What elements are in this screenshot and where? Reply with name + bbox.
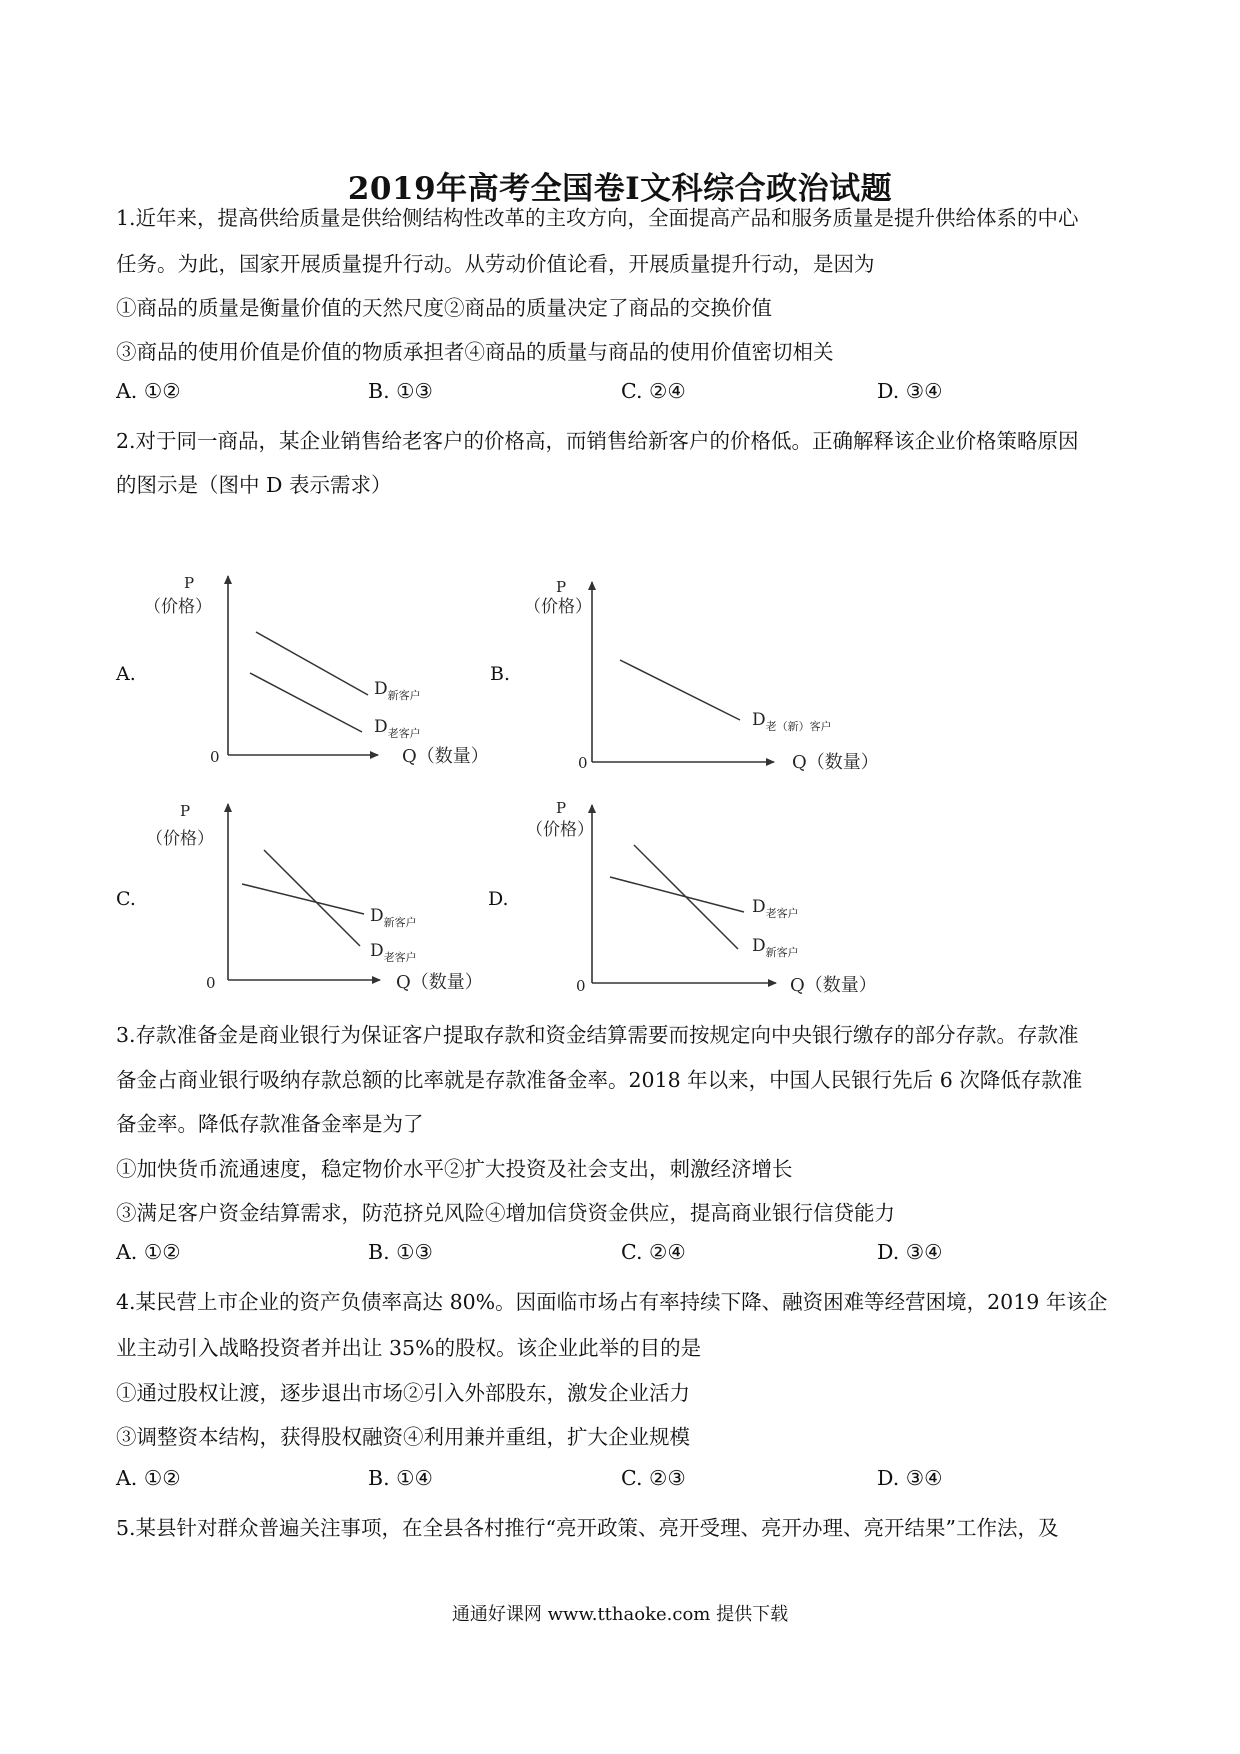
q2-stem-line1: 2.对于同一商品，某企业销售给老客户的价格高，而销售给新客户的价格低。正确解释该企业价格策略原因 <box>116 429 1079 453</box>
axis-origin: 0 <box>576 977 586 995</box>
axis-p-label: （价格） <box>526 820 594 840</box>
demand-graph-c <box>146 798 510 1008</box>
q4-option-b: B. ①④ <box>368 1466 433 1490</box>
curve-label-old-new-customer: $D_{老(新)客户}$ <box>752 710 832 733</box>
demand-graph-b <box>512 574 892 789</box>
demand-graph-d <box>516 795 896 1010</box>
q5-stem-line1: 5.某县针对群众普遍关注事项，在全县各村推行“亮开政策、亮开受理、亮开办理、亮开结果”工作法，及 <box>116 1516 1059 1540</box>
curve-label-old-customer: $D_{老客户}$ <box>752 897 799 920</box>
axis-p-letter: P <box>556 799 567 817</box>
q1-stem-line1: 1.近年来，提高供给质量是供给侧结构性改革的主攻方向，全面提高产品和服务质量是提升供给体系的中心 <box>116 206 1079 230</box>
axis-p-letter: P <box>184 574 195 592</box>
axis-origin: 0 <box>210 748 220 766</box>
page-title: 2019年高考全国卷Ⅰ文科综合政治试题 <box>347 171 893 207</box>
curve-label-new-customer: $D_{新客户}$ <box>752 936 799 959</box>
q1-option-d: D. ③④ <box>877 379 943 403</box>
page-footer: 通通好课网 www.tthaoke.com 提供下载 <box>451 1604 789 1625</box>
figure-d-letter: D. <box>488 888 509 910</box>
axis-p-label: （价格） <box>524 597 592 617</box>
q1-option-c: C. ②④ <box>621 379 686 403</box>
q4-statement-3-4: ③调整资本结构，获得股权融资④利用兼并重组，扩大企业规模 <box>116 1425 690 1449</box>
q3-option-c: C. ②④ <box>621 1240 686 1264</box>
q4-statement-1-2: ①通过股权让渡，逐步退出市场②引入外部股东，激发企业活力 <box>116 1381 690 1405</box>
axis-p-label: （价格） <box>144 597 212 617</box>
axis-p-label: （价格） <box>146 829 214 849</box>
q4-option-a: A. ①② <box>116 1466 181 1490</box>
q1-option-a: A. ①② <box>116 379 181 403</box>
q1-statement-1-2: ①商品的质量是衡量价值的天然尺度②商品的质量决定了商品的交换价值 <box>116 296 772 320</box>
q4-stem-line1: 4.某民营上市企业的资产负债率高达 80%。因面临市场占有率持续下降、融资困难等经营困境，2019 年该企 <box>116 1290 1108 1314</box>
q4-stem-line2: 业主动引入战略投资者并出让 35%的股权。该企业此举的目的是 <box>116 1336 702 1360</box>
figure-b-letter: B. <box>490 663 511 685</box>
curve-label-old-customer: $D_{老客户}$ <box>370 941 417 964</box>
q3-option-d: D. ③④ <box>877 1240 943 1264</box>
curve-old-new-customer <box>620 660 740 720</box>
curve-old-customer-flat <box>610 877 744 912</box>
axis-q-label: Q（数量） <box>790 975 877 996</box>
q3-stem-line1: 3.存款准备金是商业银行为保证客户提取存款和资金结算需要而按规定向中央银行缴存的部分存款。存款准 <box>116 1023 1079 1047</box>
q1-stem-line2: 任务。为此，国家开展质量提升行动。从劳动价值论看，开展质量提升行动，是因为 <box>116 252 875 276</box>
curve-label-new-customer: $D_{新客户}$ <box>370 906 417 929</box>
q3-statement-3-4: ③满足客户资金结算需求，防范挤兑风险④增加信贷资金供应，提高商业银行信贷能力 <box>116 1201 895 1225</box>
axis-origin: 0 <box>206 974 216 992</box>
q3-stem-line2: 备金占商业银行吸纳存款总额的比率就是存款准备金率。2018 年以来，中国人民银行先后 6 次降低存款准 <box>116 1068 1083 1092</box>
q4-option-d: D. ③④ <box>877 1466 943 1490</box>
demand-graph-a <box>140 570 500 785</box>
axis-q-label: Q（数量） <box>396 972 483 993</box>
figure-c-letter: C. <box>116 888 136 910</box>
q2-stem-line2: 的图示是（图中 D 表示需求） <box>116 473 392 497</box>
q4-option-c: C. ②③ <box>621 1466 686 1490</box>
curve-label-old-customer: $D_{老客户}$ <box>374 717 421 740</box>
q3-statement-1-2: ①加快货币流通速度，稳定物价水平②扩大投资及社会支出，刺激经济增长 <box>116 1157 793 1181</box>
axis-q-label: Q（数量） <box>402 746 489 767</box>
axis-p-letter: P <box>180 802 191 820</box>
q3-stem-line3: 备金率。降低存款准备金率是为了 <box>116 1112 424 1136</box>
q3-option-a: A. ①② <box>116 1240 181 1264</box>
axis-origin: 0 <box>578 754 588 772</box>
figure-a-letter: A. <box>116 663 136 685</box>
curve-new-customer-steep <box>634 845 738 949</box>
q1-statement-3-4: ③商品的使用价值是价值的物质承担者④商品的质量与商品的使用价值密切相关 <box>116 340 834 364</box>
curve-old-customer-steep <box>264 850 360 946</box>
q1-option-b: B. ①③ <box>368 379 433 403</box>
curve-label-new-customer: $D_{新客户}$ <box>374 679 421 702</box>
axis-p-letter: P <box>556 578 567 596</box>
axis-q-label: Q（数量） <box>792 752 879 773</box>
q3-option-b: B. ①③ <box>368 1240 433 1264</box>
